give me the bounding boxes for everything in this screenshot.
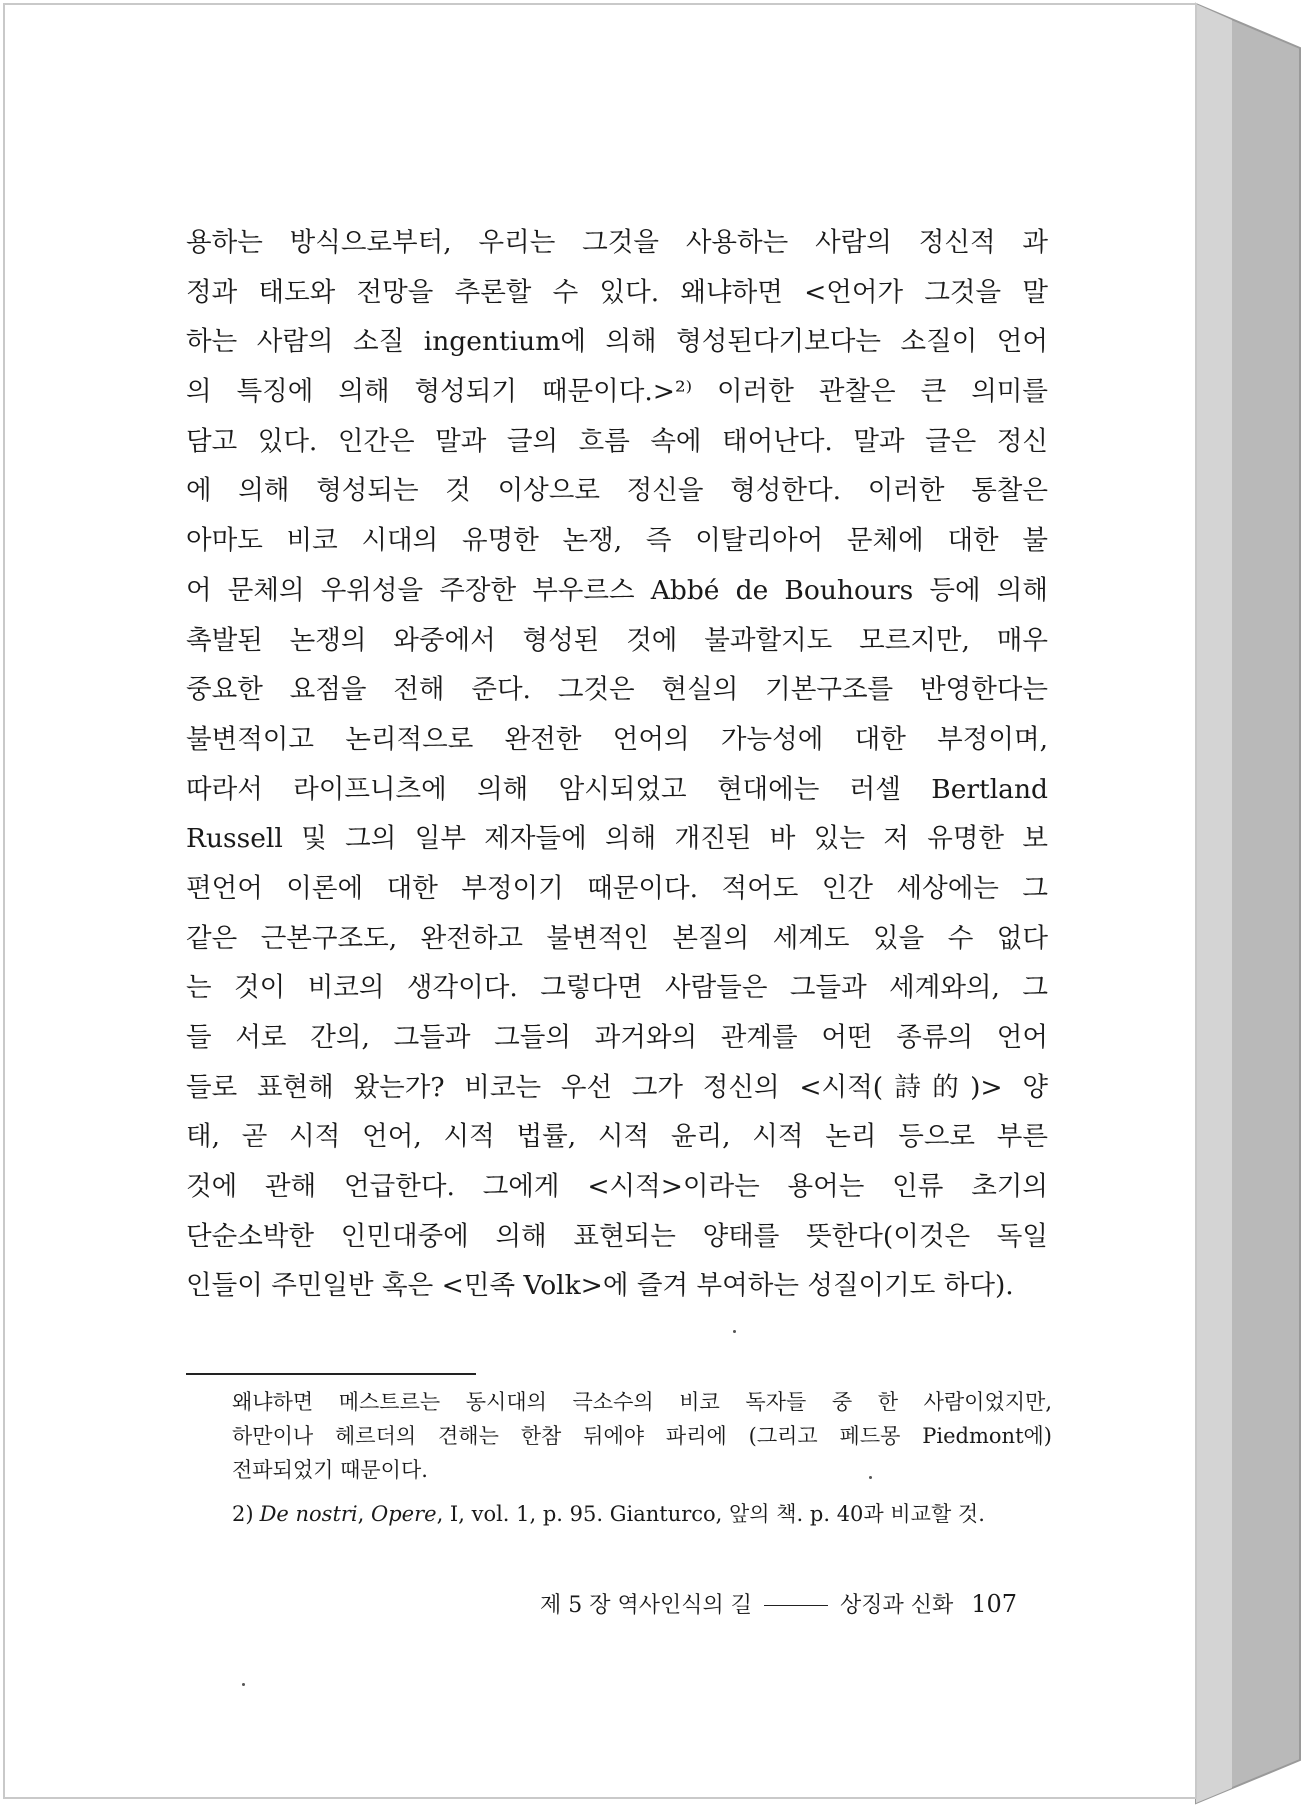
scan-speck bbox=[733, 1330, 736, 1333]
footnote-2 bbox=[232, 1497, 1054, 1531]
running-footer bbox=[540, 1587, 1020, 1623]
footer-subtitle: 상징과 신화 bbox=[840, 1593, 954, 1618]
body-line: 에 의해 형성되는 것 이상으로 정신을 형성한다. 이러한 통찰은 bbox=[186, 475, 1048, 507]
body-line: 아마도 비코 시대의 유명한 논쟁, 즉 이탈리아어 문체에 대한 불 bbox=[186, 525, 1048, 557]
body-line: 들 서로 간의, 그들과 그들의 과거와의 관계를 어떤 종류의 언어 bbox=[186, 1022, 1048, 1053]
body-line: 들로 표현해 왔는가? 비코는 우선 그가 정신의 <시적(詩的)> 양 bbox=[186, 1071, 1048, 1103]
body-line: 하는 사람의 소질 ingentium에 의해 형성된다기보다는 소질이 언어 bbox=[186, 326, 1048, 358]
body-line: 편언어 이론에 대한 부정이기 때문이다. 적어도 인간 세상에는 그 bbox=[186, 872, 1048, 904]
body-line: 불변적이고 논리적으로 완전한 언어의 가능성에 대한 부정이며, bbox=[186, 723, 1048, 755]
body-line: 촉발된 논쟁의 와중에서 형성된 것에 불과할지도 모르지만, 매우 bbox=[186, 624, 1048, 656]
footnote-citation: , I, vol. 1, p. 95. Gianturco, 앞의 책. p. 40과 비교할 것. bbox=[436, 1502, 985, 1526]
footnote-divider bbox=[186, 1373, 476, 1375]
body-line: Russell 및 그의 일부 제자들에 의해 개진된 바 있는 저 유명한 보 bbox=[186, 823, 1048, 855]
footnote-continuation bbox=[232, 1385, 1052, 1487]
body-line: 단순소박한 인민대중에 의해 표현되는 양태를 뜻한다(이것은 독일 bbox=[186, 1220, 1048, 1252]
body-line: 따라서 라이프니츠에 의해 암시되었고 현대에는 러셀 Bertland bbox=[186, 773, 1048, 805]
body-line: 담고 있다. 인간은 말과 글의 흐름 속에 태어난다. 말과 글은 정신 bbox=[186, 425, 1048, 457]
footnote-number: 2) bbox=[232, 1502, 254, 1526]
body-line: 어 문체의 우위성을 주장한 부우르스 Abbé de Bouhours 등에 의해 bbox=[186, 574, 1048, 606]
footnote-line: 하만이나 헤르더의 견해는 한참 뒤에야 파리에 (그리고 페드몽 Piedmont에) bbox=[232, 1424, 1052, 1448]
footer-chapter: 제 5 장 역사인식의 길 bbox=[540, 1593, 752, 1618]
page-number: 107 bbox=[971, 1590, 1018, 1618]
body-line: 중요한 요점을 전해 준다. 그것은 현실의 기본구조를 반영한다는 bbox=[186, 674, 1048, 706]
footnote-separator: , bbox=[357, 1502, 372, 1526]
scan-speck bbox=[242, 1683, 245, 1686]
footnote-title: De nostri bbox=[259, 1502, 358, 1526]
body-line: 용하는 방식으로부터, 우리는 그것을 사용하는 사람의 정신적 과 bbox=[186, 227, 1048, 258]
body-line: 인들이 주민일반 혹은 <민족 Volk>에 즐겨 부여하는 성질이기도 하다). bbox=[186, 1270, 1014, 1302]
body-line: 같은 근본구조도, 완전하고 불변적인 본질의 세계도 있을 수 없다 bbox=[186, 922, 1048, 954]
footnote-work: Opere bbox=[371, 1502, 437, 1526]
footnote-line: 왜냐하면 메스트르는 동시대의 극소수의 비코 독자들 중 한 사람이었지만, bbox=[232, 1390, 1052, 1414]
footer-dash bbox=[764, 1605, 828, 1606]
body-line: 정과 태도와 전망을 추론할 수 있다. 왜냐하면 <언어가 그것을 말 bbox=[186, 276, 1048, 308]
body-line: 것에 관해 언급한다. 그에게 <시적>이라는 용어는 인류 초기의 bbox=[186, 1171, 1048, 1203]
body-paragraph bbox=[186, 218, 1048, 1311]
scan-speck bbox=[869, 1476, 872, 1479]
body-line: 는 것이 비코의 생각이다. 그렇다면 사람들은 그들과 세계와의, 그 bbox=[186, 972, 1048, 1004]
body-line: 의 특징에 의해 형성되기 때문이다.>²⁾ 이러한 관찰은 큰 의미를 bbox=[186, 376, 1048, 408]
body-line: 태, 곧 시적 언어, 시적 법률, 시적 윤리, 시적 논리 등으로 부른 bbox=[186, 1121, 1048, 1153]
footnote-line: 전파되었기 때문이다. bbox=[232, 1458, 428, 1482]
